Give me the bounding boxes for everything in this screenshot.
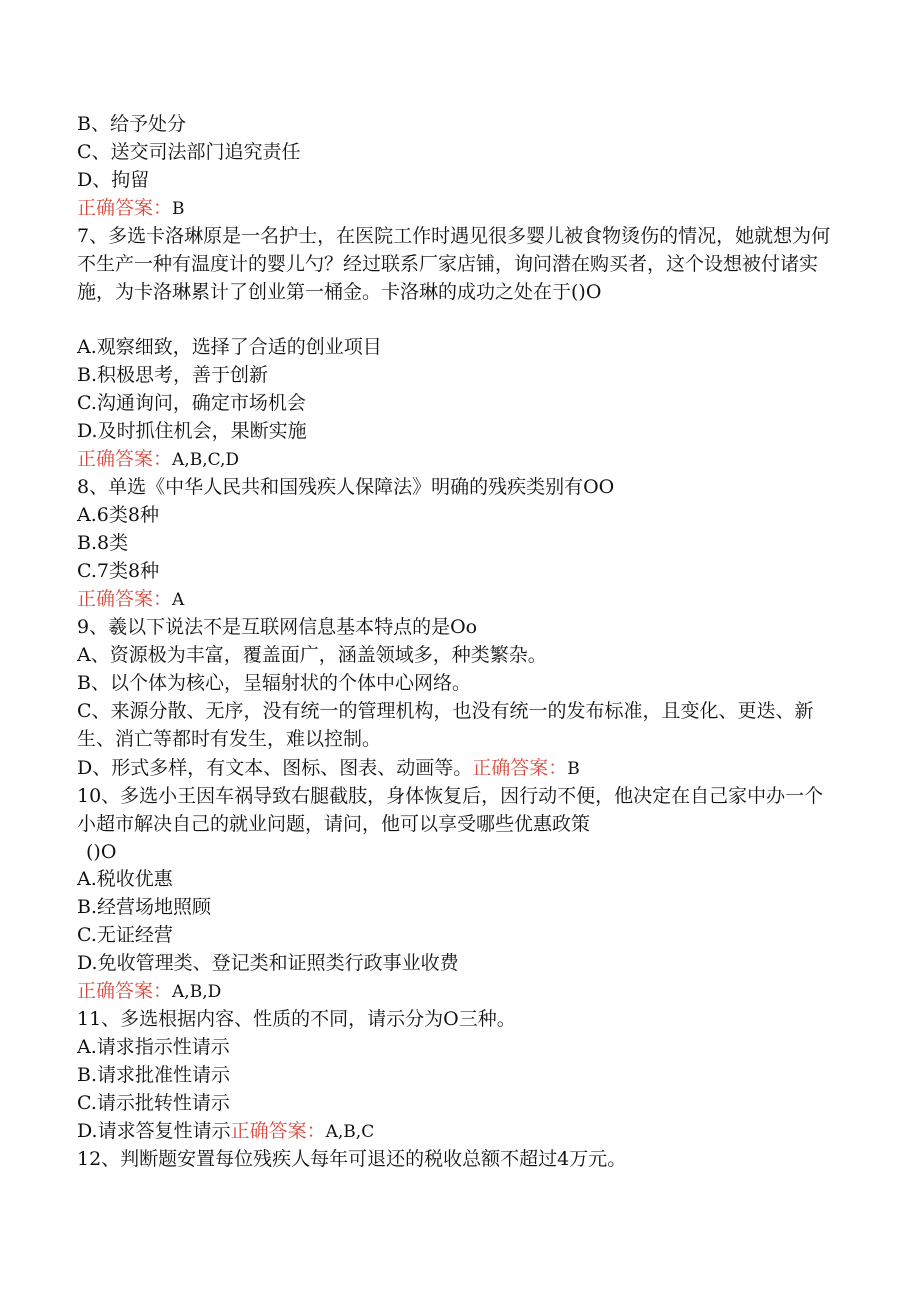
option-line: B、给予处分 xyxy=(77,113,186,135)
answer-label: 正确答案： xyxy=(472,757,568,779)
option-line: C.沟通询问，确定市场机会 xyxy=(77,392,306,414)
answer-label: 正确答案： xyxy=(230,1120,326,1142)
option-line: A.税收优惠 xyxy=(77,868,173,890)
option-line: A.请求指示性请示 xyxy=(77,1036,230,1058)
answer-value: A,B,D xyxy=(172,982,222,1002)
option-line xyxy=(77,1119,374,1144)
option-line: B.8类 xyxy=(77,532,129,554)
option-line: C、送交司法部门追究责任 xyxy=(77,141,301,163)
question-9: 9、羲以下说法不是互联网信息基本特点的是Oo xyxy=(77,616,478,638)
answer-line xyxy=(77,447,239,472)
answer-line xyxy=(77,587,184,612)
answer-label: 正确答案： xyxy=(77,980,173,1002)
option-line: A、资源极为丰富，覆盖面广，涵盖领域多，种类繁杂。 xyxy=(77,644,547,666)
question-10: 10、多选小王因车祸导致右腿截肢，身体恢复后，因行动不便，他决定在自己家中办一个小超市解决自己的就业问题，请问，他可以享受哪些优惠政策 xyxy=(77,785,824,835)
option-text: D、形式多样，有文本、图标、图表、动画等。 xyxy=(77,757,473,779)
question-10-tail: ()O xyxy=(86,841,117,863)
answer-label: 正确答案： xyxy=(77,588,173,610)
answer-label: 正确答案： xyxy=(77,448,173,470)
option-line: A.观察细致，选择了合适的创业项目 xyxy=(77,336,382,358)
option-line: D.及时抓住机会，果断实施 xyxy=(77,420,307,442)
answer-line xyxy=(77,196,185,221)
option-line: C、来源分散、无序，没有统一的管理机构，也没有统一的发布标准，且变化、更迭、新生、消亡等都时有发生，难以控制。 xyxy=(77,700,814,750)
option-line: B.请求批准性请示 xyxy=(77,1064,231,1086)
question-7: 7、多选卡洛琳原是一名护士，在医院工作时遇见很多婴儿被食物烫伤的情况，她就想为何不生产一种有温度计的婴儿勺？经过联系厂家店铺，询问潜在购买者，这个设想被付诸实施，为卡洛琳累计了创业第一桶金。卡洛琳的成功之处在于()O xyxy=(77,225,831,303)
option-line: C.请示批转性请示 xyxy=(77,1092,230,1114)
answer-value: A xyxy=(172,590,185,610)
option-line: B、以个体为核心，呈辐射状的个体中心网络。 xyxy=(77,672,471,694)
answer-value: B xyxy=(172,199,185,219)
option-line: D.免收管理类、登记类和证照类行政事业收费 xyxy=(77,952,459,974)
option-line: D、拘留 xyxy=(77,169,150,191)
answer-value: B xyxy=(567,759,580,779)
answer-label: 正确答案： xyxy=(77,197,173,219)
question-12: 12、判断题安置每位残疾人每年可退还的税收总额不超过4万元。 xyxy=(77,1148,627,1170)
option-line: A.6类8种 xyxy=(77,504,159,526)
option-line: B.积极思考，善于创新 xyxy=(77,364,269,386)
answer-value: A,B,C,D xyxy=(172,450,240,470)
option-line: C.无证经营 xyxy=(77,924,173,946)
option-line: C.7类8种 xyxy=(77,560,160,582)
answer-value: A,B,C xyxy=(325,1122,375,1142)
option-text: D.请求答复性请示 xyxy=(77,1120,231,1142)
option-line: B.经营场地照顾 xyxy=(77,896,212,918)
option-line xyxy=(77,756,580,781)
answer-line xyxy=(77,979,221,1004)
question-8: 8、单选《中华人民共和国残疾人保障法》明确的残疾类别有OO xyxy=(77,476,615,498)
question-11: 11、多选根据内容、性质的不同，请示分为O三种。 xyxy=(77,1008,516,1030)
